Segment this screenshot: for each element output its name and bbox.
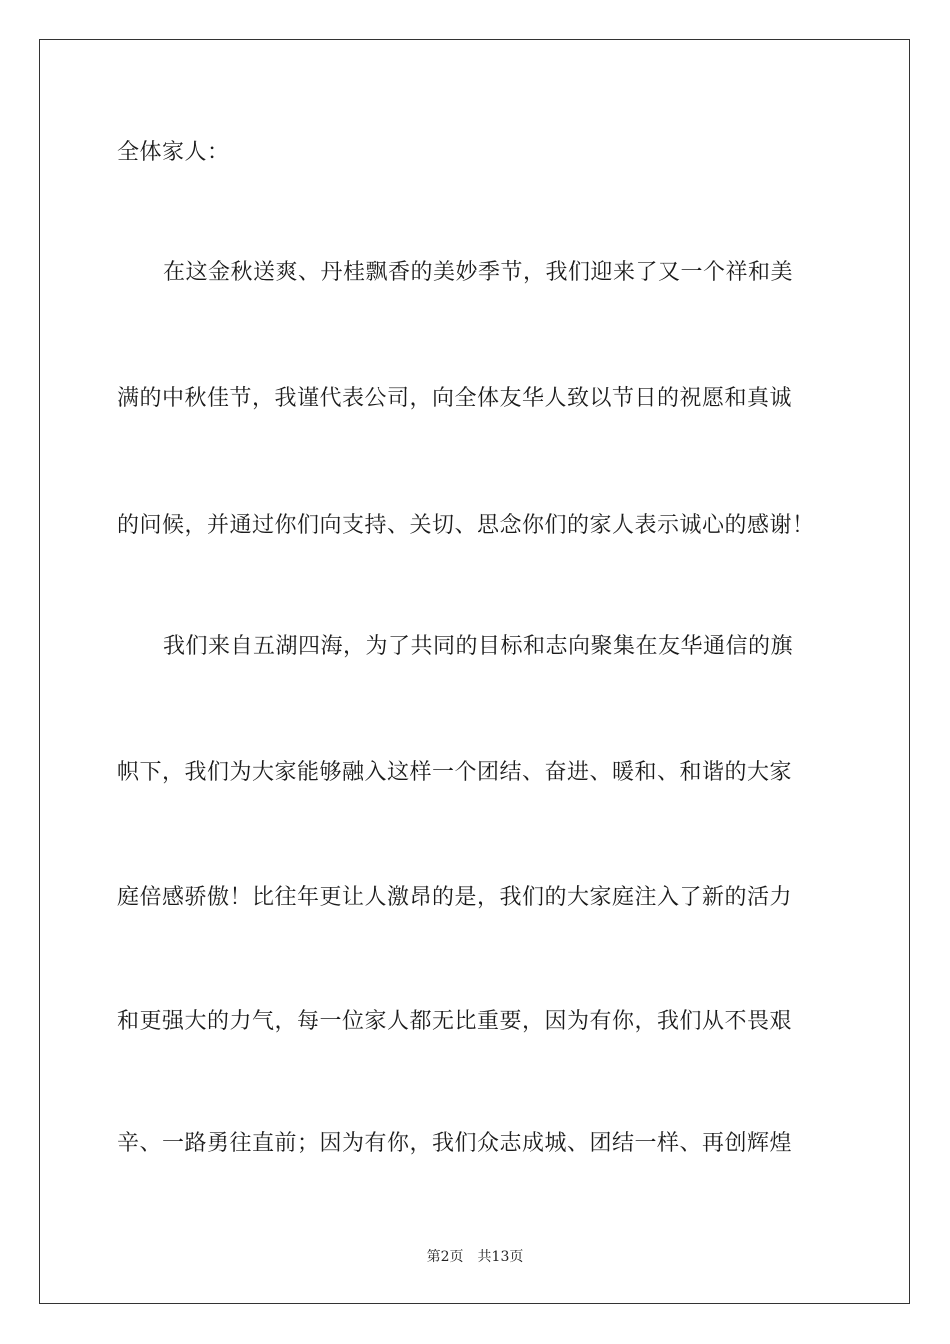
page-number-current: 第2页 xyxy=(426,1249,464,1265)
paragraph-2-line-2: 帜下，我们为大家能够融入这样一个团结、奋进、暖和、和谐的大家 xyxy=(117,760,793,785)
paragraph-2-line-5: 辛、一路勇往直前；因为有你，我们众志成城、团结一样、再创辉煌 xyxy=(117,1131,793,1156)
paragraph-1-line-2: 满的中秋佳节，我谨代表公司，向全体友华人致以节日的祝愿和真诚 xyxy=(117,386,793,411)
page-footer xyxy=(0,1248,950,1266)
paragraph-2-line-1: 我们来自五湖四海，为了共同的目标和志向聚集在友华通信的旗 xyxy=(163,634,794,659)
greeting-line: 全体家人： xyxy=(117,140,230,165)
paragraph-1-line-3: 的问候，并通过你们向支持、关切、思念你们的家人表示诚心的感谢！ xyxy=(117,513,815,538)
paragraph-2-line-3: 庭倍感骄傲！比往年更让人激昂的是，我们的大家庭注入了新的活力 xyxy=(117,885,793,910)
paragraph-2-line-4: 和更强大的力气，每一位家人都无比重要，因为有你，我们从不畏艰 xyxy=(117,1009,793,1034)
page-number-total: 共13页 xyxy=(477,1249,524,1265)
page-border xyxy=(39,39,910,1304)
paragraph-1-line-1: 在这金秋送爽、丹桂飘香的美妙季节，我们迎来了又一个祥和美 xyxy=(163,260,794,285)
